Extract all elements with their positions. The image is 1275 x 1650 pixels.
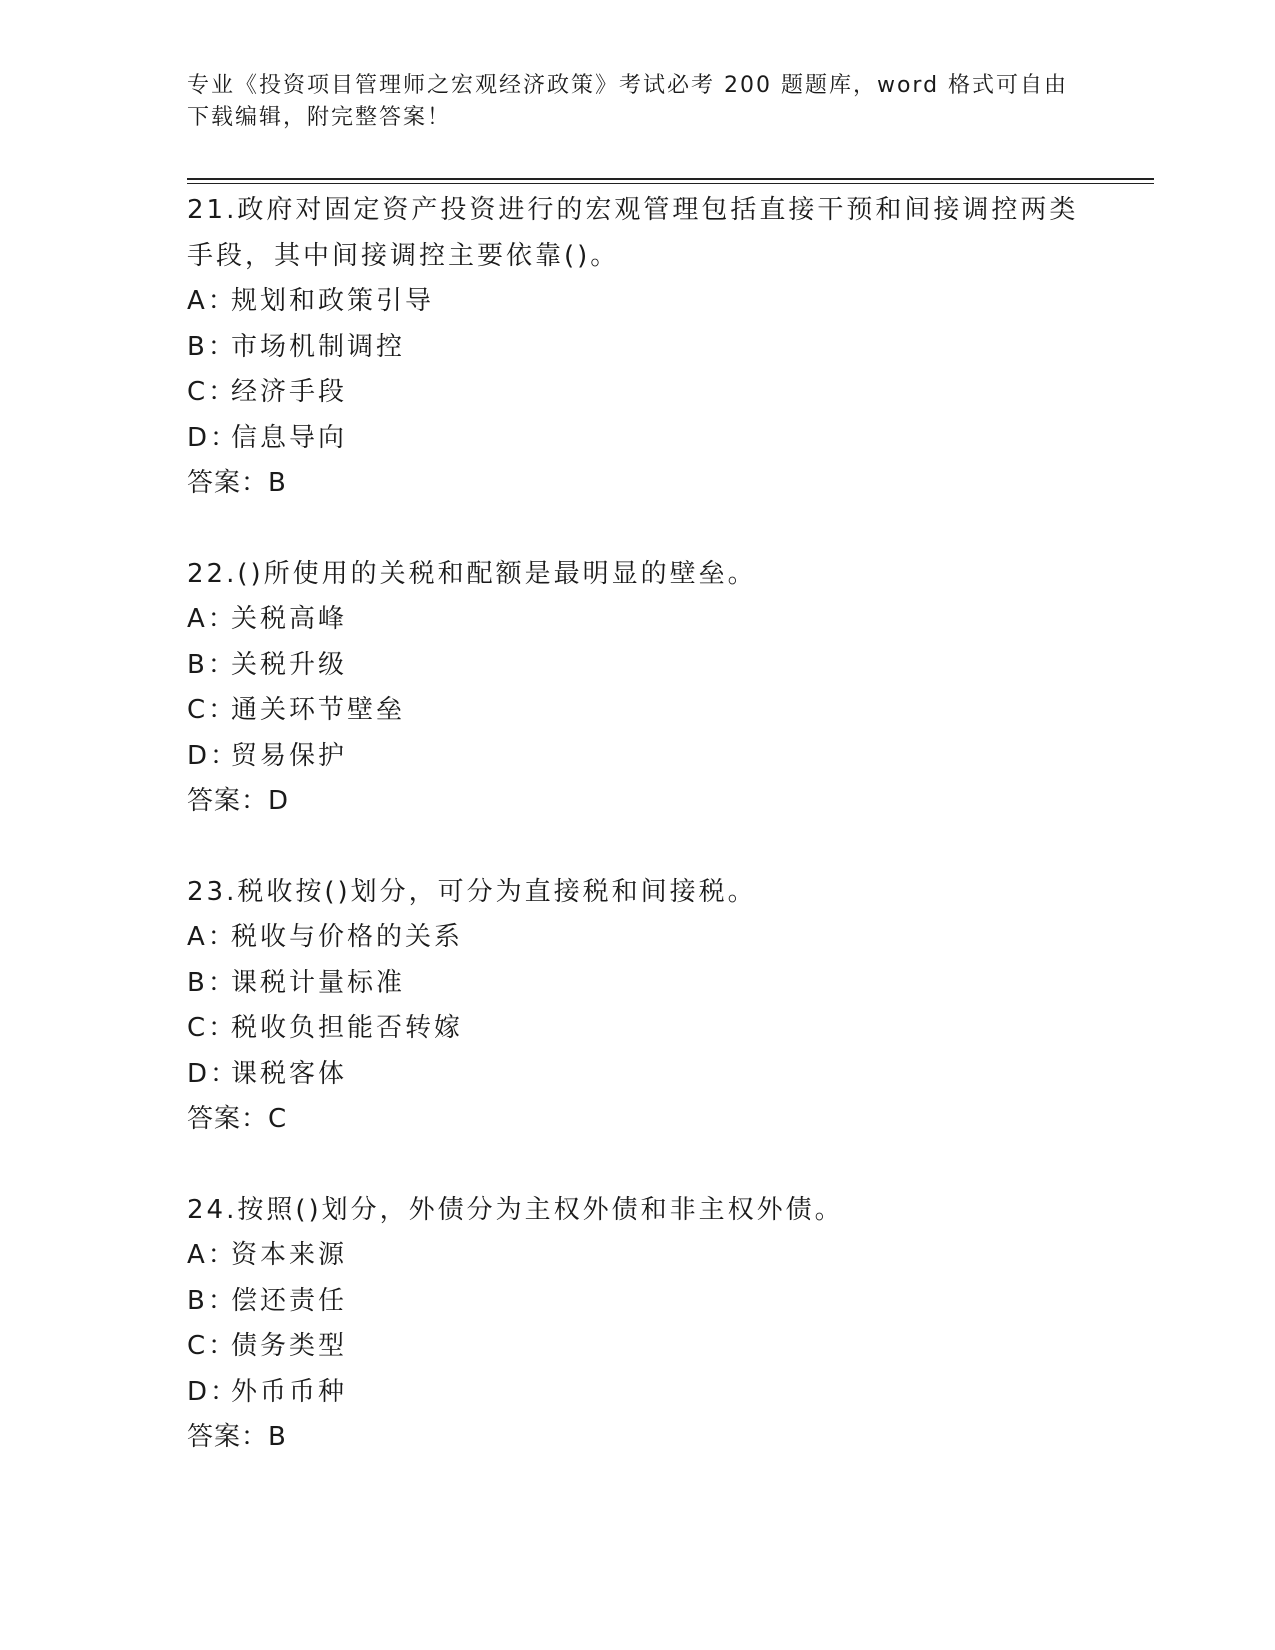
answer-line: 答案：D (187, 786, 290, 816)
option-text: 通关环节壁垒 (231, 695, 406, 725)
option-d (187, 1370, 1087, 1416)
option-text: 债务类型 (231, 1331, 348, 1361)
answer-line: 答案：C (187, 1104, 288, 1134)
option-text: 规划和政策引导 (231, 286, 435, 316)
option-text: 经济手段 (231, 377, 348, 407)
document-header (187, 70, 1087, 134)
option-text: 资本来源 (231, 1240, 348, 1270)
option-text: 课税计量标准 (231, 967, 406, 998)
option-a (187, 915, 1087, 961)
option-text: 课税客体 (231, 1058, 348, 1089)
question-stem: 22.()所使用的关税和配额是最明显的壁垒。 (187, 558, 757, 589)
option-c (187, 688, 1087, 734)
option-key: D： (187, 1376, 240, 1407)
option-key: C： (187, 377, 238, 407)
option-b (187, 1279, 1087, 1325)
option-text: 税收与价格的关系 (231, 922, 464, 952)
option-a (187, 1233, 1087, 1279)
option-b (187, 325, 1087, 371)
answer-line: 答案：B (187, 1422, 287, 1452)
option-a (187, 279, 1087, 325)
header-line-1: 专业《投资项目管理师之宏观经济政策》考试必考 200 题题库，word 格式可自由 (187, 73, 1069, 98)
option-text: 信息导向 (231, 422, 348, 453)
option-d (187, 416, 1087, 462)
option-text: 关税高峰 (231, 604, 348, 634)
option-key: D： (187, 1058, 240, 1089)
option-key: D： (187, 740, 240, 771)
option-d (187, 734, 1087, 780)
question-22 (187, 552, 1087, 825)
question-stem: 21.政府对固定资产投资进行的宏观管理包括直接干预和间接调控两类手段，其中间接调控主要依靠()。 (187, 195, 1079, 271)
option-text: 税收负担能否转嫁 (231, 1013, 464, 1043)
option-key: B： (187, 1285, 237, 1316)
option-key: B： (187, 331, 237, 362)
option-key: C： (187, 1331, 238, 1361)
option-b (187, 961, 1087, 1007)
option-text: 市场机制调控 (231, 331, 406, 362)
header-divider-thick (187, 178, 1154, 180)
option-key: B： (187, 967, 237, 998)
question-21 (187, 188, 1087, 507)
question-list (187, 188, 1087, 1461)
option-key: C： (187, 695, 238, 725)
option-text: 外币币种 (231, 1376, 348, 1407)
question-23 (187, 870, 1087, 1143)
option-key: B： (187, 649, 237, 680)
option-key: A： (187, 286, 237, 316)
header-divider-thin (187, 183, 1154, 184)
option-key: A： (187, 922, 237, 952)
option-b (187, 643, 1087, 689)
header-line-2: 下载编辑，附完整答案！ (187, 105, 452, 130)
option-key: A： (187, 604, 237, 634)
question-24 (187, 1188, 1087, 1461)
option-d (187, 1052, 1087, 1098)
option-c (187, 1006, 1087, 1052)
question-stem: 23.税收按()划分，可分为直接税和间接税。 (187, 876, 757, 907)
option-key: D： (187, 422, 240, 453)
answer-line: 答案：B (187, 468, 287, 498)
option-text: 关税升级 (231, 649, 348, 680)
option-c (187, 1324, 1087, 1370)
option-text: 贸易保护 (231, 740, 348, 771)
option-key: C： (187, 1013, 238, 1043)
option-a (187, 597, 1087, 643)
option-c (187, 370, 1087, 416)
option-key: A： (187, 1240, 237, 1270)
option-text: 偿还责任 (231, 1285, 348, 1316)
question-stem: 24.按照()划分，外债分为主权外债和非主权外债。 (187, 1194, 844, 1225)
